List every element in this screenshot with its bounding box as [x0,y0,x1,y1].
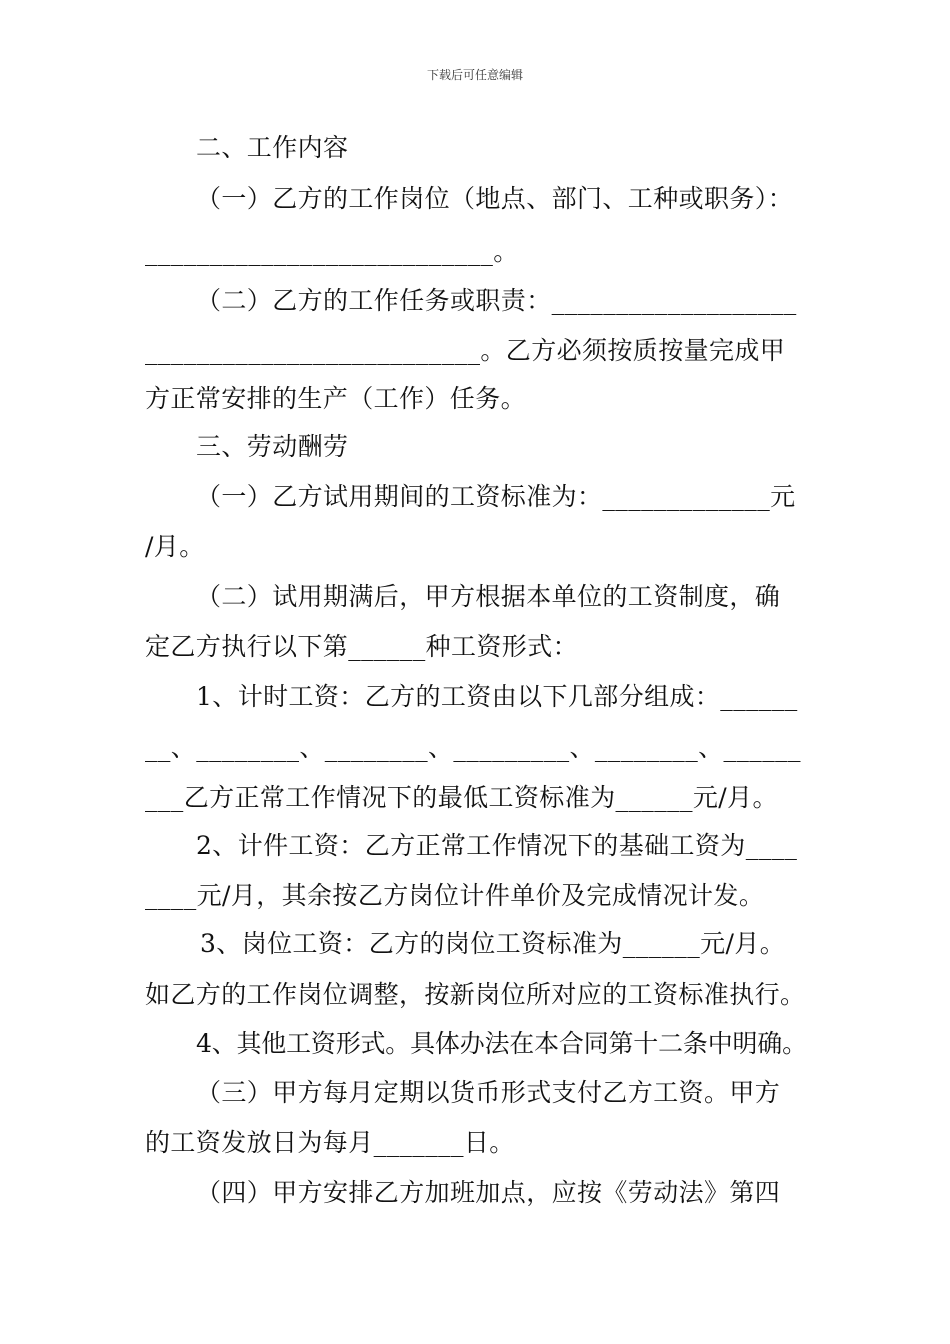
paragraph-line: （一）乙方试用期间的工资标准为：_____________元 [196,482,796,511]
paragraph-line: __________________________。乙方必须按质按量完成甲 [145,336,786,365]
paragraph-line: ____元/月，其余按乙方岗位计件单价及完成情况计发。 [145,881,765,910]
paragraph-line: （二）乙方的工作任务或职责：___________________ [196,286,797,315]
paragraph-line: 定乙方执行以下第______种工资形式： [145,632,579,661]
paragraph-line: （一）乙方的工作岗位（地点、部门、工种或职务）： [196,184,794,213]
paragraph-line: 如乙方的工作岗位调整，按新岗位所对应的工资标准执行。 [145,980,806,1009]
paragraph-line: （四）甲方安排乙方加班加点，应按《劳动法》第四 [196,1178,781,1207]
paragraph-line: （二）试用期满后，甲方根据本单位的工资制度，确 [196,582,781,611]
paragraph-line: 4、其他工资形式。具体办法在本合同第十二条中明确。 [196,1029,807,1058]
paragraph-line: 的工资发放日为每月_______日。 [145,1128,515,1157]
paragraph-line: /月。 [145,532,205,561]
paragraph-line: ___乙方正常工作情况下的最低工资标准为______元/月。 [145,783,778,812]
paragraph-line: 2、计件工资：乙方正常工作情况下的基础工资为____ [196,831,798,860]
page-header: 下载后可任意编辑 [426,68,523,82]
section-title: 二、工作内容 [196,133,349,162]
paragraph-line: ___________________________。 [145,237,519,266]
paragraph-line: 方正常安排的生产（工作）任务。 [145,384,527,413]
paragraph-line: 1、计时工资：乙方的工资由以下几部分组成：______ [196,682,798,711]
section-title: 三、劳动酬劳 [196,432,349,461]
paragraph-line: __、________、________、_________、________、______ [145,733,801,762]
paragraph-line: 3、岗位工资：乙方的岗位工资标准为______元/月。 [200,929,786,958]
paragraph-line: （三）甲方每月定期以货币形式支付乙方工资。甲方 [196,1078,781,1107]
